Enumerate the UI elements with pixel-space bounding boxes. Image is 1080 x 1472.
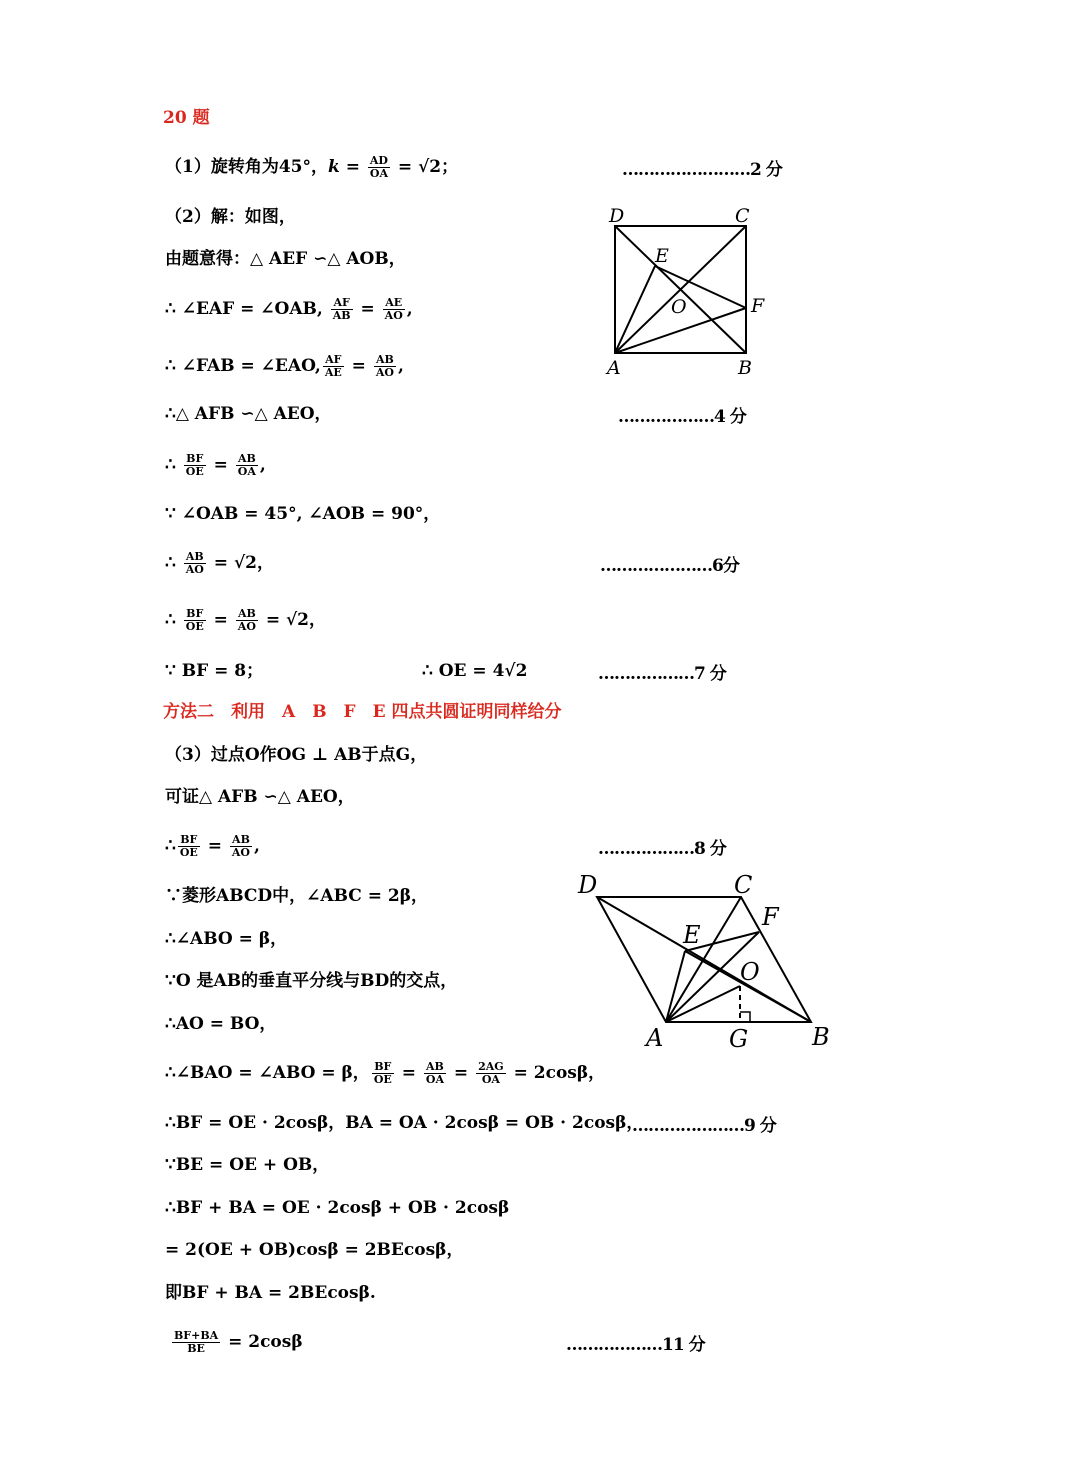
text: = √2； — [392, 157, 459, 177]
numerator: AB — [184, 551, 206, 564]
numerator: BF+BA — [174, 1329, 219, 1342]
numerator: AB — [230, 834, 252, 847]
part2-line: （2）解：如图， — [165, 207, 296, 227]
proof-line: ∴BF + BA = OE · 2cosβ + OB · 2cosβ — [165, 1198, 510, 1218]
numerator: AB — [424, 1061, 446, 1074]
denominator: AO — [384, 309, 403, 322]
text: ∴ ∠FAB = ∠EAO, — [165, 356, 321, 376]
proof-line: ∴BF = OE · 2cosβ，BA = OA · 2cosβ = OB · 2cosβ， — [165, 1113, 644, 1133]
proof-line: 由题意得：△ AEF ∽△ AOB， — [165, 249, 406, 269]
proof-line: ∵BE = OE + OB， — [165, 1155, 330, 1175]
score-7: ………………7 分 — [598, 664, 726, 684]
text: = 2cosβ， — [507, 1063, 606, 1083]
numerator: BF — [184, 453, 206, 466]
question-heading: 20 题 — [163, 108, 210, 128]
numerator: AB — [236, 453, 258, 466]
text: ∴ — [165, 610, 182, 630]
label-g: G — [729, 1025, 749, 1053]
proof-line: = 2(OE + OB)cosβ = 2BEcosβ， — [165, 1240, 464, 1260]
label-b: B — [738, 357, 752, 379]
label-e: E — [683, 921, 701, 949]
text: , — [406, 299, 413, 319]
segment-ae — [666, 951, 685, 1022]
right-angle-mark — [740, 1012, 750, 1022]
proof-line: ∵ BF = 8； — [165, 661, 264, 681]
denominator: AE — [324, 366, 342, 379]
denominator: OE — [185, 465, 204, 478]
text: = — [345, 356, 372, 376]
denominator: AO — [237, 620, 256, 633]
label-d: D — [578, 871, 598, 899]
denominator: BE — [187, 1342, 205, 1355]
text: = √2， — [259, 610, 327, 630]
score-11: ………………11 分 — [566, 1335, 705, 1355]
label-e: E — [655, 245, 669, 267]
proof-line: ∴AO = BO， — [165, 1014, 277, 1034]
text: , — [259, 455, 266, 475]
label-a: A — [646, 1024, 664, 1052]
text: ∴ ∠EAF = ∠OAB, — [165, 299, 329, 319]
proof-line: ∴∠ABO = β， — [165, 929, 288, 949]
denominator: OA — [481, 1073, 500, 1086]
denominator: OA — [425, 1073, 444, 1086]
denominator: OE — [185, 620, 204, 633]
numerator: AF — [331, 297, 353, 310]
text: = √2， — [207, 553, 274, 573]
proof-line: ∵ ∠OAB = 45°, ∠AOB = 90°， — [165, 504, 441, 524]
denominator: OA — [369, 167, 388, 180]
text: = — [395, 1063, 422, 1083]
text: ∴∠BAO = ∠ABO = β， — [165, 1063, 370, 1083]
score-6: …………………6分 — [600, 556, 739, 576]
numerator: AB — [374, 354, 396, 367]
part3-line: （3）过点O作OG ⊥ AB于点G， — [165, 745, 428, 765]
var-k: k — [328, 157, 340, 177]
label-b: B — [812, 1023, 830, 1051]
text: = — [201, 836, 228, 856]
proof-line: 可证△ AFB ∽△ AEO， — [165, 787, 355, 807]
text: （1）旋转角为45°， — [165, 157, 328, 177]
proof-line: 即BF + BA = 2BEcosβ. — [165, 1283, 376, 1303]
label-a: A — [607, 357, 621, 379]
denominator: AO — [231, 846, 251, 859]
score-2: ……………………2 分 — [622, 160, 782, 180]
denominator: OE — [373, 1073, 392, 1086]
proof-line: ∴ OE = 4√2 — [422, 661, 528, 681]
numerator: AF — [323, 354, 344, 367]
label-c: C — [734, 871, 753, 899]
denominator: AB — [332, 309, 351, 322]
numerator: AD — [368, 155, 390, 168]
label-c: C — [735, 205, 750, 227]
numerator: AB — [236, 608, 258, 621]
text: , — [254, 836, 260, 856]
score-9: …………………9 分 — [632, 1116, 776, 1136]
label-o: O — [740, 958, 760, 986]
proof-line: ∴△ AFB ∽△ AEO， — [165, 404, 332, 424]
numerator: AE — [383, 297, 405, 310]
numerator: 2AG — [478, 1060, 504, 1073]
text: = 2cosβ — [222, 1332, 303, 1352]
proof-line: ∵菱形ABCD中，∠ABC = 2β， — [165, 886, 428, 906]
label-f: F — [762, 903, 779, 931]
denominator: OE — [179, 846, 198, 859]
text: ∴ — [165, 553, 182, 573]
label-o: O — [671, 296, 687, 318]
text: , — [397, 356, 404, 376]
text: = — [207, 610, 234, 630]
text: = — [448, 1063, 475, 1083]
score-4: ………………4 分 — [618, 407, 746, 427]
text: = — [354, 299, 381, 319]
numerator: BF — [184, 608, 206, 621]
text: = — [339, 157, 366, 177]
label-d: D — [609, 205, 625, 227]
numerator: BF — [372, 1061, 394, 1074]
score-8: ………………8 分 — [598, 839, 726, 859]
denominator: AO — [375, 366, 394, 379]
proof-line: ∵O 是AB的垂直平分线与BD的交点， — [165, 971, 458, 991]
numerator: BF — [178, 834, 200, 847]
text: ∴ — [165, 836, 176, 856]
label-f: F — [751, 295, 765, 317]
text: ∴ — [165, 455, 182, 475]
denominator: OA — [237, 465, 256, 478]
denominator: AO — [185, 563, 204, 576]
text: = — [207, 455, 234, 475]
method2-note: 方法二 利用 A B F E 四点共圆证明同样给分 — [163, 702, 562, 722]
